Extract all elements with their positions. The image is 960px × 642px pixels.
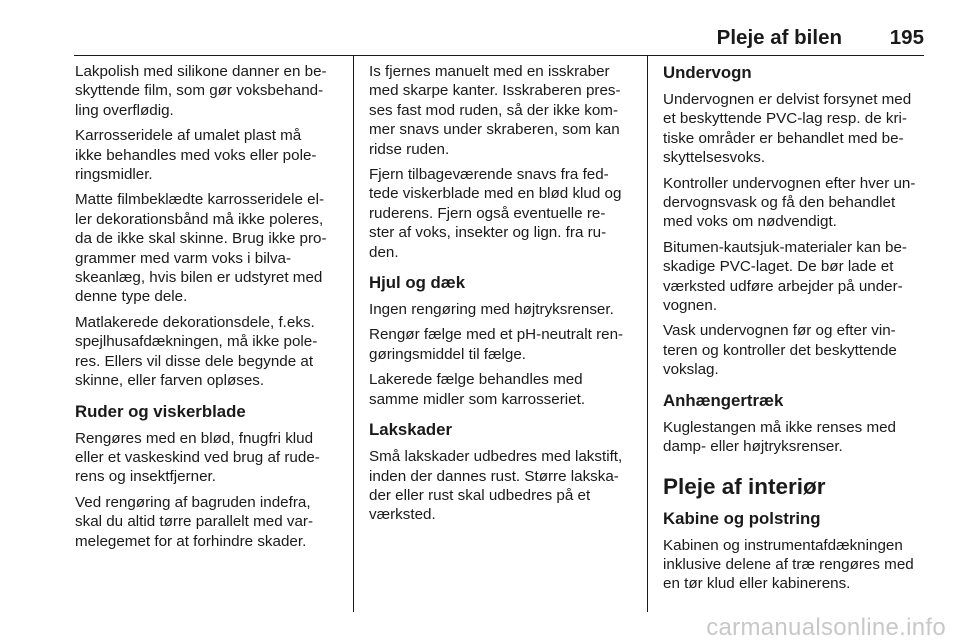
paragraph-ingen-hoejtryk: Ingen rengøring med højtryksrenser. bbox=[369, 301, 614, 319]
paragraph-kuglestangen: Kuglestangen må ikke renses med damp- eller højtryksrenser. bbox=[663, 418, 897, 456]
paragraph-rengoeres: Rengøres med en blød, fnugfri klud eller et vaskeskind ved brug af rude- rens og insektfjerner. bbox=[75, 429, 320, 486]
header-rule bbox=[74, 55, 924, 56]
paragraph-lakerede-faelge: Lakerede fælge behandles med samme midler som karrosseriet. bbox=[369, 371, 586, 408]
paragraph-smaa-lakskader: Små lakskader udbedres med lakstift, inden der dannes rust. Større lakska- der eller rust skal udbedres på et værksted. bbox=[369, 448, 623, 524]
paragraph-bitumen: Bitumen-kautsjuk-materialer kan be- skadige PVC-laget. De bør lade et værksted udføre arbejder på under- vognen. bbox=[663, 238, 907, 315]
paragraph-kontroller: Kontroller undervognen efter hver un- dervognsvask og få den behandlet med voks om nødvendigt. bbox=[663, 174, 916, 231]
page-number: 195 bbox=[889, 26, 924, 49]
paragraph-undervognen: Undervognen er delvist forsynet med et beskyttende PVC-lag resp. de kri- tiske områder er behandlet med be- skyttelsesvoks. bbox=[663, 91, 912, 167]
column-divider-1 bbox=[353, 56, 354, 612]
paragraph-kabinen: Kabinen og instrumentafdækningen inklusive delene af træ rengøres med en tør klud eller kabinerens. bbox=[663, 536, 914, 593]
paragraph-matlakerede: Matlakerede dekorationsdele, f.eks. spejlhusafdækningen, må ikke pole- res. Ellers vil disse dele begynde at skinne, eller farven opløses. bbox=[75, 313, 318, 390]
heading-lakskader: Lakskader bbox=[369, 420, 453, 440]
column-divider-2 bbox=[647, 56, 648, 612]
paragraph-matte-filmbeklaedte: Matte filmbeklædte karrosseridele el- ler dekorationsbånd må ikke poleres, da de ikke skal skinne. Brug ikke pro- grammer med varm voks i bilva- skeanlæg, hvis bilen er udstyret med denne type dele. bbox=[75, 191, 327, 306]
heading-ruder-og-viskerblade: Ruder og viskerblade bbox=[75, 401, 246, 421]
paragraph-is-fjernes: Is fjernes manuelt med en isskraber med skarpe kanter. Isskraberen pres- ses fast mod ruden, så der ikke kom- mer snavs under skraberen, som kan ridse ruden. bbox=[369, 63, 621, 158]
column-1 bbox=[75, 62, 343, 557]
section-title: Pleje af bilen bbox=[716, 26, 842, 49]
heading-pleje-af-interioer: Pleje af interiør bbox=[663, 473, 826, 499]
paragraph-umalet-plast: Karrosseridele af umalet plast må ikke behandles med voks eller pole- ringsmidler. bbox=[75, 127, 317, 184]
paragraph-fjern-snavs: Fjern tilbageværende snavs fra fed- tede viskerblade med en blød klud og ruderens. Fjern også eventuelle re- ster af voks, insekter og lign. fra ru- den. bbox=[369, 166, 622, 261]
paragraph-bagruden: Ved rengøring af bagruden indefra, skal du altid tørre parallelt med var- melegemet for at forhindre skader. bbox=[75, 493, 314, 550]
heading-kabine-og-polstring: Kabine og polstring bbox=[663, 508, 821, 528]
paragraph-rengoer-faelge: Rengør fælge med et pH-neutralt ren- gøringsmiddel til fælge. bbox=[369, 326, 624, 363]
watermark: carmanualsonline.info bbox=[706, 614, 946, 641]
column-2 bbox=[369, 62, 637, 531]
heading-hjul-og-daek: Hjul og dæk bbox=[369, 273, 466, 293]
page-header bbox=[0, 0, 960, 60]
paragraph-vask-undervogn: Vask undervognen før og efter vin- teren og kontroller det beskyttende vokslag. bbox=[663, 322, 897, 379]
heading-undervogn: Undervogn bbox=[663, 63, 752, 82]
column-3 bbox=[663, 62, 931, 600]
paragraph-lakpolish: Lakpolish med silikone danner en be- skyttende film, som gør voksbehand- ling overflødig. bbox=[75, 63, 327, 119]
heading-anhaengertraek: Anhængertræk bbox=[663, 390, 784, 410]
